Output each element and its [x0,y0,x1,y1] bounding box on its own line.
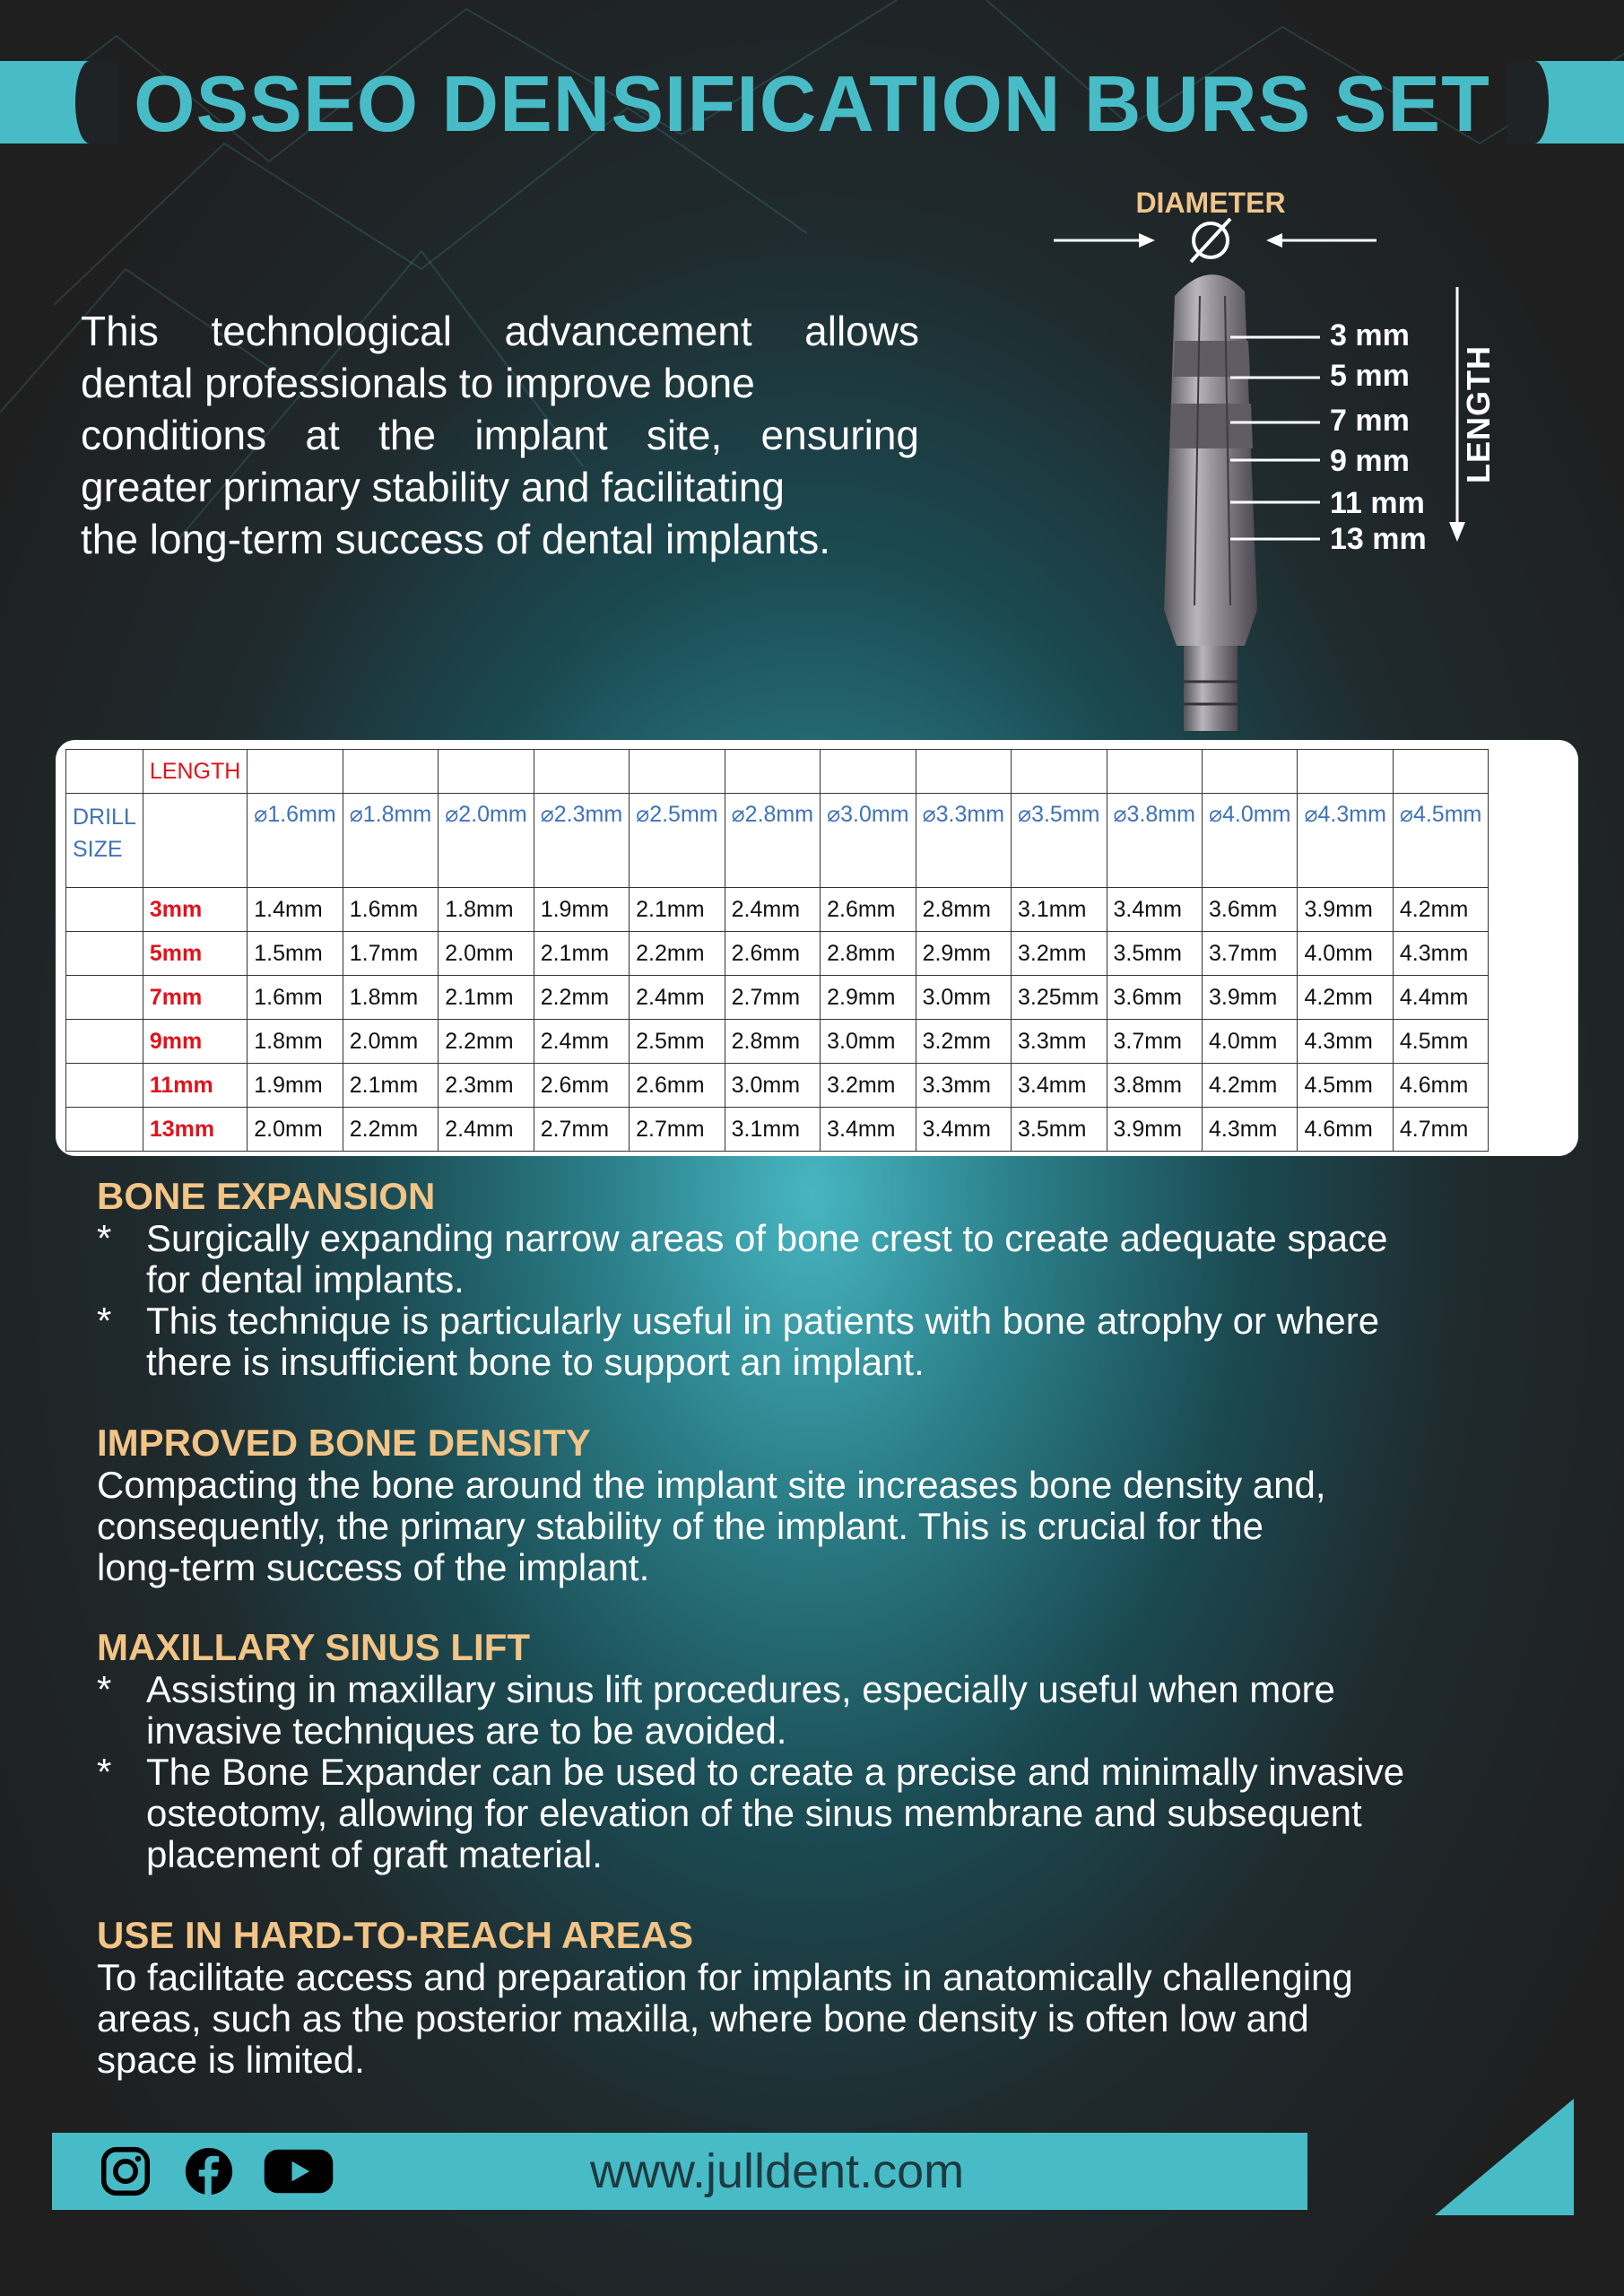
section-bone-expansion [97,1175,1532,1383]
paragraph-line: To facilitate access and preparation for implants in anatomically challenging [97,1956,1353,1998]
length-cell: 3mm [143,888,247,932]
drill-value-cell: 1.5mm [248,932,343,976]
drill-value-cell: 3.0mm [821,1020,916,1064]
empty-header-cell [534,750,629,794]
drill-value-cell: 4.0mm [1202,1020,1297,1064]
drill-value-cell: 2.8mm [916,888,1011,932]
empty-header-cell [1012,750,1107,794]
drill-value-cell: 3.2mm [916,1020,1011,1064]
bullet-line: Assisting in maxillary sinus lift procedures, especially useful when more [146,1668,1335,1710]
diameter-header-cell: ⌀4.5mm [1393,794,1488,888]
drill-value-cell: 3.5mm [1012,1108,1107,1152]
diameter-header-cell: ⌀4.3mm [1298,794,1393,888]
drill-value-cell: 3.25mm [1012,976,1107,1020]
drill-value-cell: 3.8mm [1107,1064,1202,1108]
drill-value-cell: 1.6mm [248,976,343,1020]
length-cell: 9mm [143,1020,247,1064]
drill-value-cell: 3.4mm [1107,888,1202,932]
drill-value-cell: 2.2mm [630,932,725,976]
paragraph-line: Compacting the bone around the implant site increases bone density and, [97,1464,1326,1506]
footer-bar [52,2133,1307,2210]
table-corner-cell [66,750,143,794]
drill-value-cell: 1.8mm [439,888,534,932]
drill-size-header [66,794,143,888]
empty-header-cell [916,750,1011,794]
drill-size-header-line: DRILL [73,804,136,830]
length-cell: 7mm [143,976,247,1020]
length-mark-label: 3 mm [1330,318,1410,352]
drill-value-cell: 3.6mm [1107,976,1202,1020]
drill-value-cell: 2.8mm [821,932,916,976]
bullet-item [97,1669,1532,1752]
intro-line: the long-term success of dental implants. [81,516,831,562]
intro-line: dental professionals to improve bone [81,360,755,406]
drill-value-cell: 2.7mm [630,1108,725,1152]
section-title: MAXILLARY SINUS LIFT [97,1626,530,1668]
diameter-header-cell: ⌀3.3mm [916,794,1011,888]
drill-value-cell: 3.7mm [1202,932,1297,976]
empty-header-cell [143,794,247,888]
drill-value-cell: 4.6mm [1393,1064,1488,1108]
drill-value-cell: 2.6mm [821,888,916,932]
paragraph-line: consequently, the primary stability of the implant. This is crucial for the [97,1505,1264,1547]
empty-header-cell [821,750,916,794]
empty-header-cell [248,750,343,794]
table-row [66,1020,1489,1064]
section-paragraph [97,1465,1532,1588]
diameter-header-cell: ⌀3.0mm [821,794,916,888]
drill-value-cell: 2.9mm [821,976,916,1020]
drill-value-cell: 2.4mm [630,976,725,1020]
intro-line: greater primary stability and facilitating [81,464,785,510]
drill-value-cell: 2.6mm [630,1064,725,1108]
section-paragraph [97,1957,1532,2081]
bullet-line: Surgically expanding narrow areas of bone crest to create adequate space [146,1217,1388,1259]
bullet-line: placement of graft material. [146,1833,603,1875]
empty-header-cell [1202,750,1297,794]
drill-value-cell: 2.0mm [343,1020,438,1064]
bullet-line: This technique is particularly useful in patients with bone atrophy or where [146,1300,1380,1342]
section-title: USE IN HARD-TO-REACH AREAS [97,1914,694,1956]
section-hard-to-reach [97,1914,1532,2081]
facebook-icon[interactable] [182,2146,236,2196]
bullet-star: * [97,1300,112,1342]
drill-value-cell: 2.8mm [725,1020,820,1064]
drill-value-cell: 4.2mm [1202,1064,1297,1108]
drill-value-cell: 2.9mm [916,932,1011,976]
drill-value-cell: 2.0mm [248,1108,343,1152]
drill-value-cell: 2.6mm [725,932,820,976]
length-mark-label: 13 mm [1330,522,1427,556]
length-mark-label: 9 mm [1330,444,1410,478]
empty-cell [66,976,143,1020]
instagram-icon[interactable] [99,2146,152,2196]
table-body [66,750,1489,1152]
drill-value-cell: 3.9mm [1202,976,1297,1020]
drill-value-cell: 2.2mm [343,1108,438,1152]
table-row [66,1064,1489,1108]
table-row [66,1108,1489,1152]
diameter-header-cell: ⌀2.3mm [534,794,629,888]
bullet-line: The Bone Expander can be used to create a precise and minimally invasive [146,1751,1405,1793]
drill-value-cell: 3.2mm [821,1064,916,1108]
drill-value-cell: 1.4mm [248,888,343,932]
drill-value-cell: 2.2mm [439,1020,534,1064]
table-row [66,932,1489,976]
bullet-item [97,1218,1532,1300]
drill-value-cell: 4.4mm [1393,976,1488,1020]
diameter-header-cell: ⌀4.0mm [1202,794,1297,888]
drill-value-cell: 3.3mm [916,1064,1011,1108]
drill-size-table [65,749,1489,1152]
drill-value-cell: 3.4mm [821,1108,916,1152]
table-header-row [66,750,1489,794]
table-row [66,888,1489,932]
drill-size-table-panel [56,740,1578,1156]
drill-value-cell: 4.3mm [1298,1020,1393,1064]
empty-cell [66,932,143,976]
diameter-header-row [66,794,1489,888]
drill-value-cell: 4.7mm [1393,1108,1488,1152]
empty-header-cell [1298,750,1393,794]
intro-line: This technological advancement allows [81,308,919,354]
diameter-header-cell: ⌀2.5mm [630,794,725,888]
drill-value-cell: 3.4mm [1012,1064,1107,1108]
paragraph-line: areas, such as the posterior maxilla, where bone density is often low and [97,1997,1309,2039]
length-cell: 11mm [143,1064,247,1108]
drill-value-cell: 4.2mm [1298,976,1393,1020]
diameter-header-cell: ⌀1.8mm [343,794,438,888]
drill-value-cell: 1.9mm [534,888,629,932]
empty-header-cell [1107,750,1202,794]
paragraph-line: space is limited. [97,2039,365,2081]
drill-value-cell: 3.0mm [916,976,1011,1020]
drill-value-cell: 2.4mm [725,888,820,932]
drill-value-cell: 3.9mm [1298,888,1393,932]
paragraph-line: long-term success of the implant. [97,1546,650,1588]
length-mark-label: 11 mm [1330,486,1425,520]
bullet-star: * [97,1668,112,1710]
length-mark-lines [1220,287,1327,574]
empty-cell [66,888,143,932]
drill-value-cell: 3.1mm [1012,888,1107,932]
drill-value-cell: 1.9mm [248,1064,343,1108]
drill-value-cell: 2.7mm [534,1108,629,1152]
diameter-label: DIAMETER [1135,187,1286,219]
drill-value-cell: 2.1mm [630,888,725,932]
youtube-icon[interactable] [260,2146,337,2196]
drill-value-cell: 2.1mm [343,1064,438,1108]
drill-value-cell: 4.3mm [1202,1108,1297,1152]
drill-value-cell: 4.5mm [1393,1020,1488,1064]
drill-value-cell: 4.0mm [1298,932,1393,976]
drill-value-cell: 2.3mm [439,1064,534,1108]
length-mark-label: 5 mm [1330,359,1410,393]
length-cell: 5mm [143,932,247,976]
drill-value-cell: 2.4mm [534,1020,629,1064]
drill-value-cell: 2.6mm [534,1064,629,1108]
drill-value-cell: 3.5mm [1107,932,1202,976]
diameter-header-cell: ⌀1.6mm [248,794,343,888]
bullet-line: there is insufficient bone to support an implant. [146,1341,925,1383]
drill-size-header-line: SIZE [73,837,123,862]
section-title: BONE EXPANSION [97,1175,436,1217]
drill-value-cell: 3.2mm [1012,932,1107,976]
empty-header-cell [1393,750,1488,794]
drill-value-cell: 2.7mm [725,976,820,1020]
drill-value-cell: 2.5mm [630,1020,725,1064]
diameter-header-cell: ⌀2.0mm [439,794,534,888]
drill-value-cell: 3.7mm [1107,1020,1202,1064]
empty-cell [66,1020,143,1064]
drill-value-cell: 2.4mm [439,1108,534,1152]
empty-cell [66,1064,143,1108]
diameter-header-cell: ⌀3.8mm [1107,794,1202,888]
drill-value-cell: 3.4mm [916,1108,1011,1152]
drill-value-cell: 2.0mm [439,932,534,976]
section-sinus-lift [97,1626,1532,1875]
drill-value-cell: 4.2mm [1393,888,1488,932]
drill-value-cell: 1.8mm [248,1020,343,1064]
drill-value-cell: 4.3mm [1393,932,1488,976]
drill-value-cell: 3.1mm [725,1108,820,1152]
drill-value-cell: 1.7mm [343,932,438,976]
drill-value-cell: 2.2mm [534,976,629,1020]
diameter-header-cell: ⌀2.8mm [725,794,820,888]
bullet-star: * [97,1751,112,1793]
drill-value-cell: 4.5mm [1298,1064,1393,1108]
empty-header-cell [725,750,820,794]
drill-value-cell: 4.6mm [1298,1108,1393,1152]
empty-header-cell [343,750,438,794]
page-title: OSSEO DENSIFICATION BURS SET [134,59,1490,148]
length-mark-label: 7 mm [1330,404,1410,438]
section-bone-density [97,1422,1532,1588]
section-title: IMPROVED BONE DENSITY [97,1422,591,1464]
drill-value-cell: 1.8mm [343,976,438,1020]
drill-value-cell: 2.1mm [534,932,629,976]
length-cell: 13mm [143,1108,247,1152]
intro-line: conditions at the implant site, ensuring [81,412,919,458]
intro-paragraph [81,305,919,565]
bullet-item [97,1752,1532,1875]
empty-header-cell [439,750,534,794]
diameter-header-cell: ⌀3.5mm [1012,794,1107,888]
length-column-header: LENGTH [143,750,247,794]
bullet-line: for dental implants. [146,1258,465,1300]
bullet-line: osteotomy, allowing for elevation of the sinus membrane and subsequent [146,1792,1362,1834]
website-link[interactable]: www.julldent.com [590,2144,965,2198]
drill-value-cell: 1.6mm [343,888,438,932]
bullet-star: * [97,1217,112,1259]
table-row [66,976,1489,1020]
drill-value-cell: 3.3mm [1012,1020,1107,1064]
length-label: LENGTH [1460,345,1497,483]
empty-cell [66,1108,143,1152]
drill-value-cell: 3.6mm [1202,888,1297,932]
drill-value-cell: 2.1mm [439,976,534,1020]
drill-value-cell: 3.0mm [725,1064,820,1108]
bullet-item [97,1300,1532,1383]
drill-value-cell: 3.9mm [1107,1108,1202,1152]
corner-triangle-decoration [1435,2099,1574,2215]
empty-header-cell [630,750,725,794]
bullet-line: invasive techniques are to be avoided. [146,1709,787,1752]
